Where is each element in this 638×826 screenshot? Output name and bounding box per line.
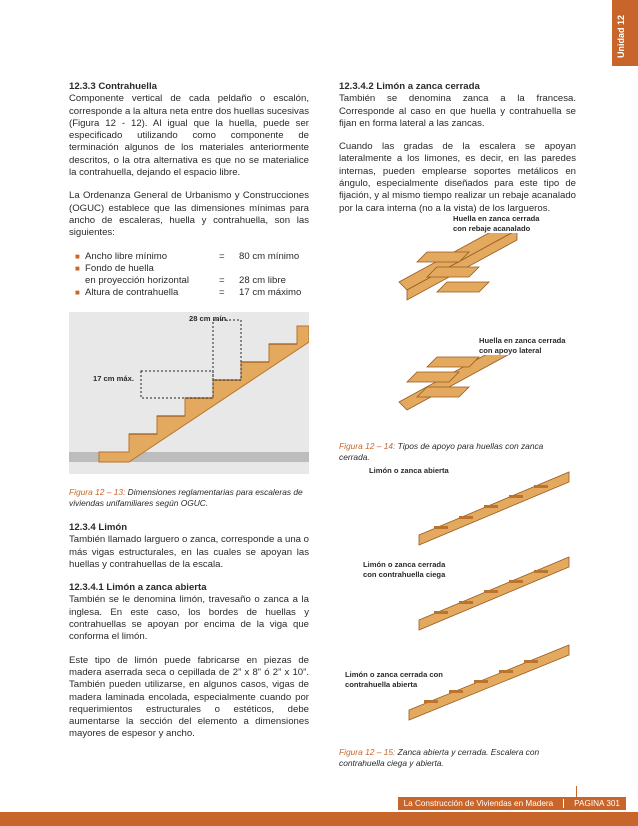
heading-contrahuella: 12.3.3 Contrahuella	[69, 81, 157, 92]
caption-12-13: Figura 12 – 13: Dimensiones reglamentarias para escaleras de viviendas unifamiliares según OGUC.	[69, 487, 303, 508]
caption-12-15: Figura 12 – 15: Zanca abierta y cerrada. Escalera con contrahuella ciega y abierta.	[339, 747, 540, 768]
dimensions-list	[69, 251, 309, 300]
closed-stringer-drawing	[339, 212, 579, 422]
label-contrahuella-max: 17 cm máx.	[93, 374, 134, 383]
heading-limon: 12.3.4 Limón	[69, 522, 128, 533]
figure-12-15	[339, 460, 579, 732]
caption-12-14: Figura 12 – 14: Tipos de apoyo para huellas con zanca cerrada.	[339, 441, 544, 462]
figure-12-14	[339, 212, 579, 422]
footer	[398, 797, 626, 810]
figure-12-13	[69, 312, 309, 474]
list-item: ■ Fondo de huella	[75, 262, 154, 274]
paragraph-zanca-cerrada: También se denomina zanca a la francesa. Corresponde al caso en que huella y contrahuella se fijan en forma lateral a las zancas.	[339, 93, 576, 129]
paragraph-contrahuella: Componente vertical de cada peldaño o escalón, corresponde a la altura neta entre dos huellas sucesivas (Figura 12 - 12). Al igual que la huella, puede ser especificado utilizando como componente de terminación algunos de los materiales anteriormente descritos, o la otra alternativa es que no se materialice la contrahuella, dejando el espacio libre.	[69, 93, 309, 179]
left-column	[69, 81, 309, 300]
paragraph-madera: Este tipo de limón puede fabricarse en piezas de madera aserrada seca o cepillada de 2” x 8” ó 2” x 10”. También pueden utilizarse, en algunos casos, vigas de madera laminada encolada, especialmente cuando por requerimientos estructurales o estéticos, debe aumentarse la sección del elemento a dimensiones mayores de espesor y ancho.	[69, 654, 309, 740]
stringer-types-drawing	[339, 460, 579, 732]
label-contrahuella-abierta: Limón o zanca cerrada con contrahuella abierta	[345, 670, 455, 689]
stair-dimensions-drawing	[69, 312, 309, 474]
footer-title: La Construcción de Viviendas en Madera	[403, 799, 554, 808]
list-item: ■ Ancho libre mínimo = 80 cm mínimo	[75, 250, 300, 262]
label-zanca-abierta: Limón o zanca abierta	[369, 466, 449, 475]
unit-tab	[612, 0, 638, 66]
paragraph-oguc: La Ordenanza General de Urbanismo y Construcciones (OGUC) establece que las dimensiones mínimas para ancho de escaleras, huella y contrahuella, son las siguientes:	[69, 190, 309, 239]
left-column-lower	[69, 522, 309, 741]
page-number: PAGINA 301	[574, 799, 620, 808]
list-item: ■ Altura de contrahuella = 17 cm máximo	[75, 287, 302, 299]
paragraph-zanca-abierta: También se le denomina limón, travesaño o zanca a la inglesa. En este caso, los bordes de huellas y contrahuellas se apoyan por encima de la viga que conforma el limón.	[69, 594, 309, 643]
label-apoyo-lateral: Huella en zanca cerrada con apoyo lateral	[479, 336, 574, 355]
heading-zanca-cerrada: 12.3.4.2 Limón a zanca cerrada	[339, 81, 480, 92]
paragraph-limon: También llamado larguero o zanca, corresponde a una o más vigas estructurales, en las cuales se apoyan las huellas y contrahuellas de la escala.	[69, 534, 309, 570]
right-column	[339, 81, 576, 215]
label-rebaje-acanalado: Huella en zanca cerrada con rebaje acanalado	[453, 214, 553, 233]
heading-zanca-abierta: 12.3.4.1 Limón a zanca abierta	[69, 582, 207, 594]
list-item: en proyección horizontal = 28 cm libre	[85, 275, 286, 287]
footer-bar	[0, 812, 638, 826]
paragraph-gradas: Cuando las gradas de la escalera se apoyan lateralmente a los limones, es decir, en las paredes internas, pueden emplearse soportes metálicos en ángulo, especialmente diseñados para este tipo de fijación, y al mismo tiempo realizar un rebaje acanalado por la cara interna (no a la vista) de los largueros.	[339, 141, 576, 214]
label-huella-min: 28 cm mín.	[189, 314, 229, 323]
unit-tab-label: Unidad 12	[616, 14, 626, 58]
label-contrahuella-ciega: Limón o zanca cerrada con contrahuella ciega	[363, 560, 453, 579]
